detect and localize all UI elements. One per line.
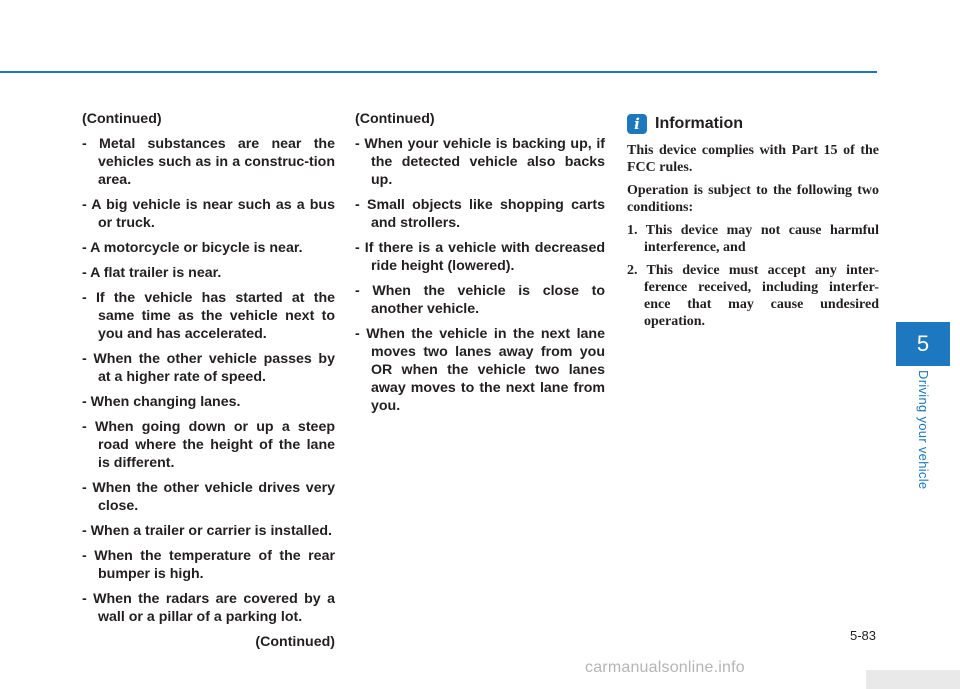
header-rule — [0, 71, 877, 73]
list-item: - A flat trailer is near. — [82, 265, 222, 281]
page-number: 5-83 — [849, 628, 876, 643]
info-icon: i — [627, 114, 647, 134]
column-left — [82, 110, 335, 658]
continued-label-top: (Continued) — [82, 111, 162, 127]
continued-label-bottom: (Continued) — [255, 634, 335, 650]
list-item: - If there is a vehicle with decreased ride height (lowered). — [355, 240, 605, 274]
condition-item: 1. This device may not cause harmful interference, and — [627, 223, 879, 255]
list-item: - When the other vehicle passes by at a higher rate of speed. — [82, 351, 335, 385]
list-item: - Small objects like shopping carts and strollers. — [355, 197, 605, 231]
information-header — [627, 114, 743, 134]
list-item: - When going down or up a steep road where the height of the lane is different. — [82, 419, 335, 471]
continued-label-top: (Continued) — [355, 111, 435, 127]
condition-item: 2. This device must accept any inter-ference received, including interfer-ence that may cause undesired operation. — [627, 263, 879, 329]
info-paragraph: Operation is subject to the following two conditions: — [627, 183, 879, 215]
list-item: - When your vehicle is backing up, if the detected vehicle also backs up. — [355, 136, 605, 188]
list-item: - A big vehicle is near such as a bus or truck. — [82, 197, 335, 231]
list-item: - When changing lanes. — [82, 394, 241, 410]
column-middle — [355, 110, 605, 422]
chapter-number-tab: 5 — [896, 322, 950, 366]
list-item: - If the vehicle has started at the same time as the vehicle next to you and has accelerated. — [82, 290, 335, 342]
chapter-title-text: Driving your vehicle — [916, 370, 931, 490]
list-item: - When the vehicle in the next lane moves two lanes away from you OR when the vehicle two lanes away moves to the next lane from you. — [355, 326, 605, 414]
list-item: - When a trailer or carrier is installed. — [82, 523, 332, 539]
list-item: - When the other vehicle drives very close. — [82, 480, 335, 514]
footer-tab — [866, 670, 960, 689]
list-item: - A motorcycle or bicycle is near. — [82, 240, 303, 256]
info-paragraph: This device complies with Part 15 of the FCC rules. — [627, 143, 879, 175]
list-item: - When the vehicle is close to another vehicle. — [355, 283, 605, 317]
list-item: - When the temperature of the rear bumper is high. — [82, 548, 335, 582]
information-body — [627, 142, 879, 336]
information-title: Information — [655, 115, 743, 132]
list-item: - Metal substances are near the vehicles such as in a construc-tion area. — [82, 136, 335, 188]
watermark-text: carmanualsonline.info — [585, 659, 745, 676]
list-item: - When the radars are covered by a wall or a pillar of a parking lot. — [82, 591, 335, 625]
